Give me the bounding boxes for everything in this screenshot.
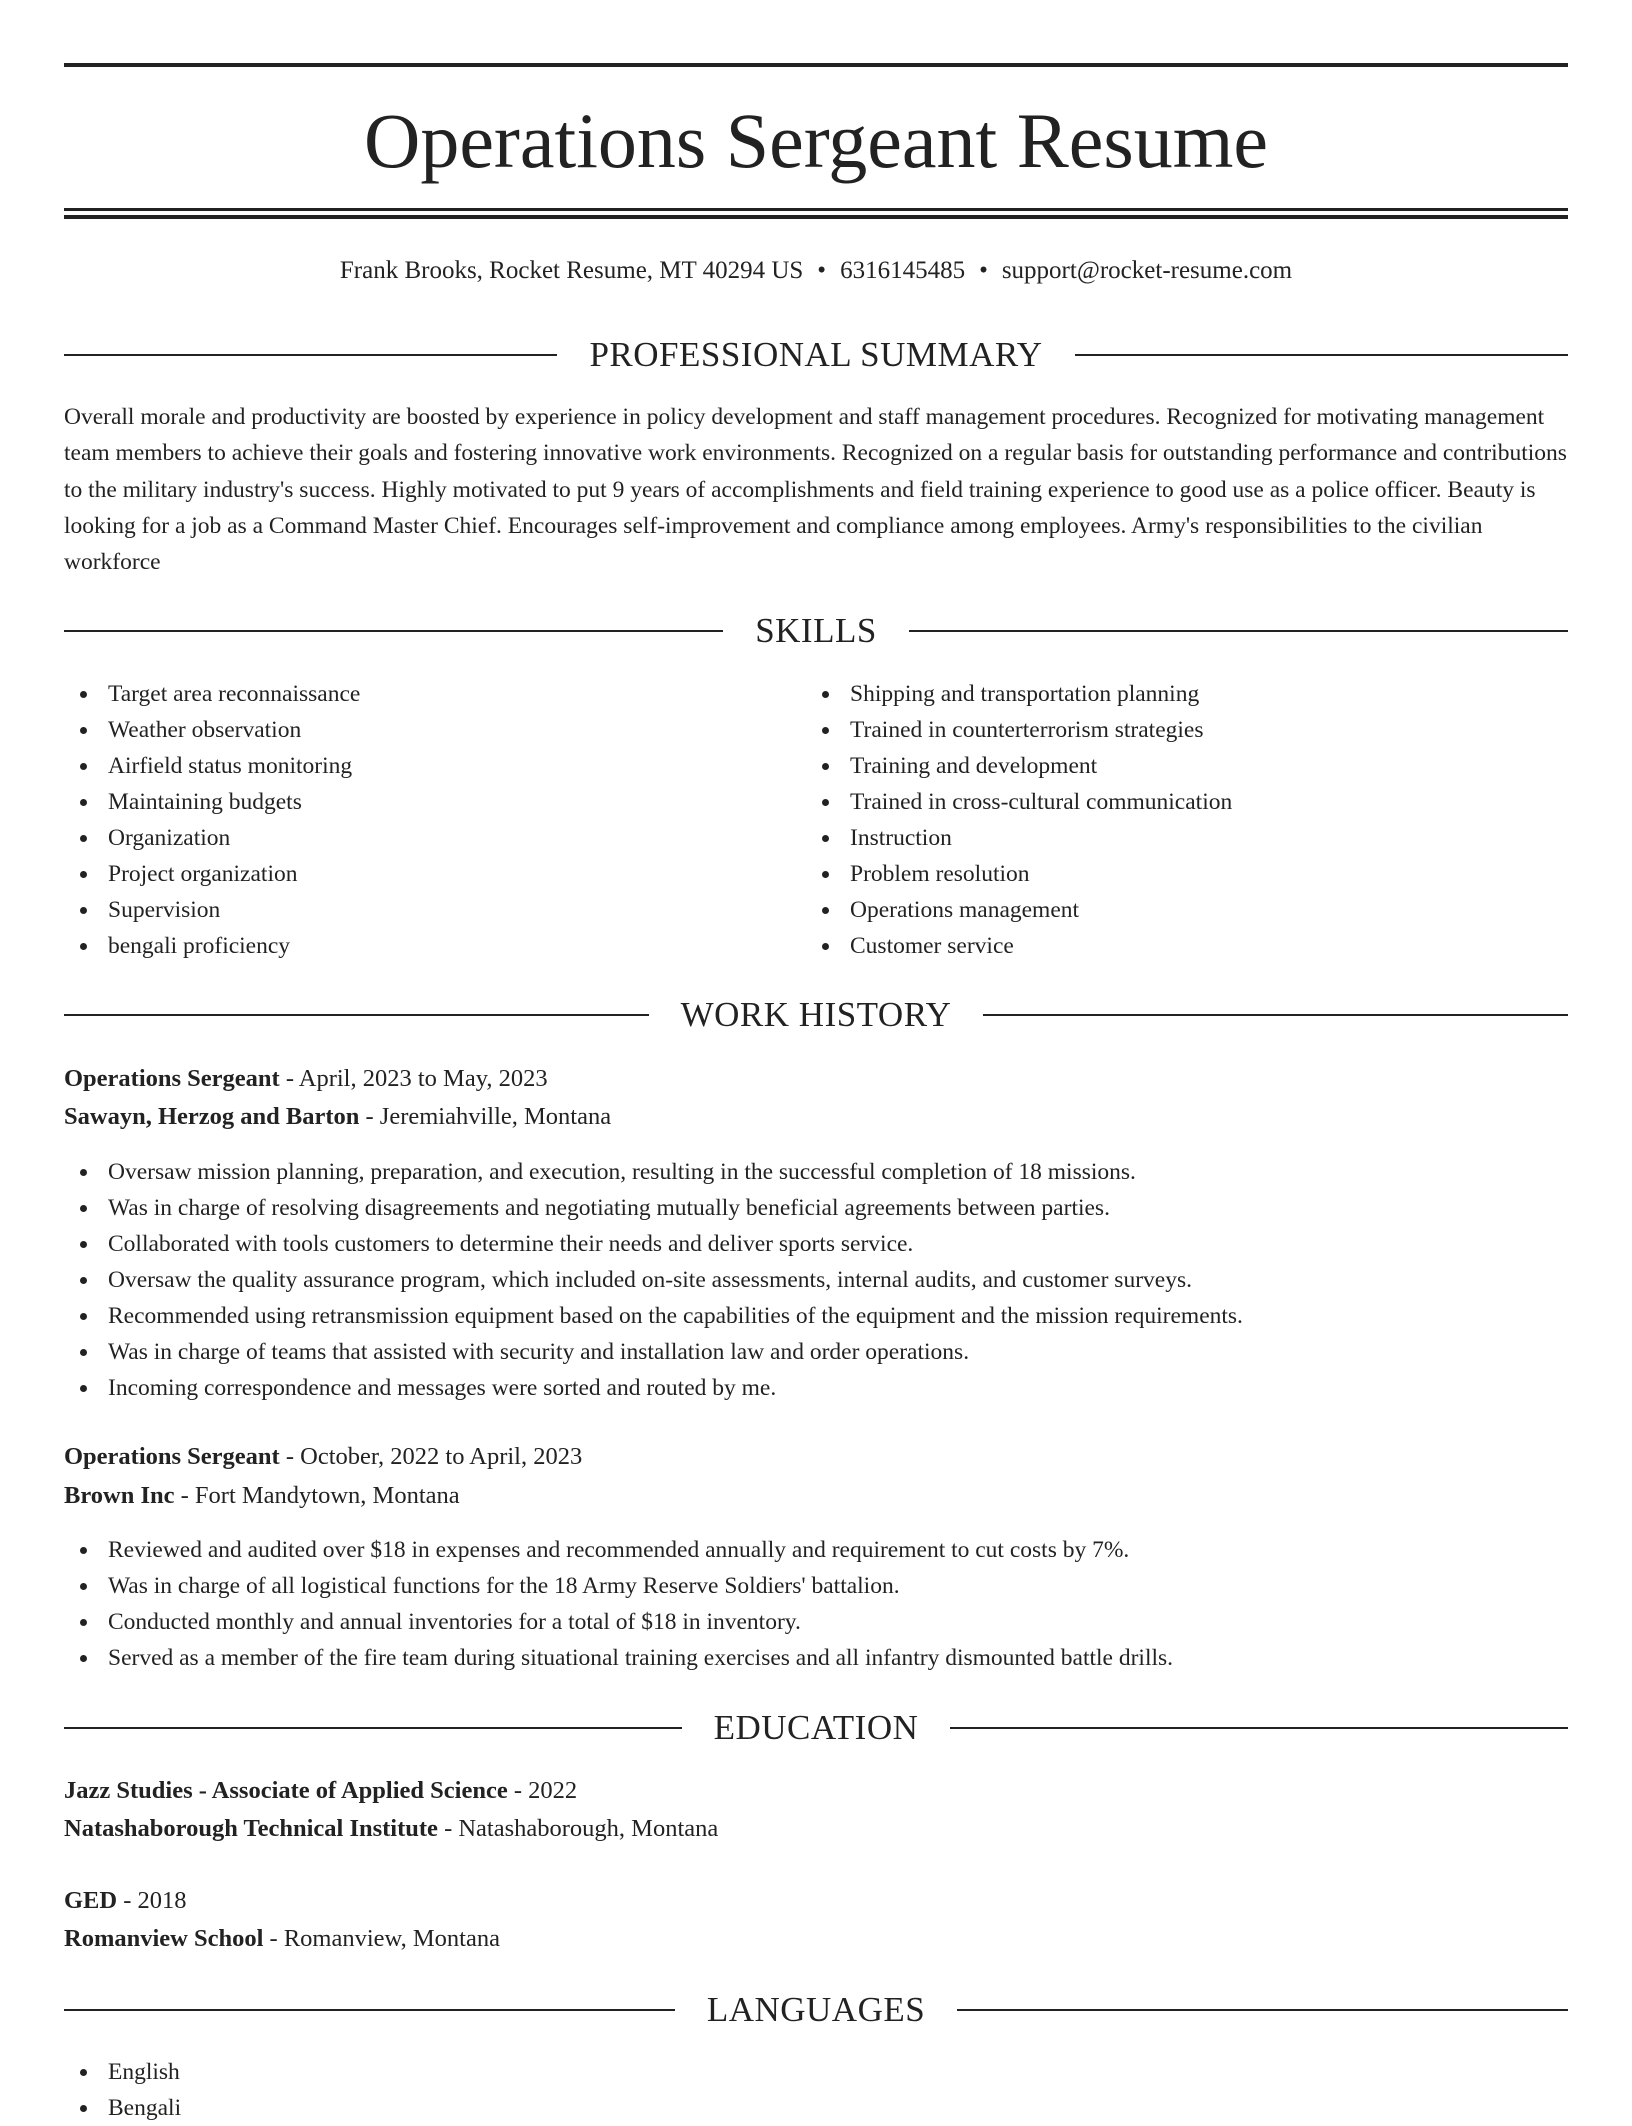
summary-heading-label: PROFESSIONAL SUMMARY <box>589 335 1043 374</box>
education-school: Natashaborough Technical Institute <box>64 1815 438 1842</box>
language-item: English <box>64 2054 181 2090</box>
job-company-line <box>64 1477 460 1515</box>
skill-item: Supervision <box>64 892 360 928</box>
job-bullet: Served as a member of the fire team during situational training exercises and all infantry dismounted battle drills. <box>64 1640 1173 1676</box>
heading-rule <box>909 630 1568 632</box>
skill-item: Target area reconnaissance <box>64 676 360 712</box>
job-dates: - April, 2023 to May, 2023 <box>279 1065 548 1092</box>
heading-rule <box>957 2009 1568 2011</box>
education-school: Romanview School <box>64 1925 264 1952</box>
job-bullet: Incoming correspondence and messages were sorted and routed by me. <box>64 1370 1243 1406</box>
education-heading <box>64 1706 1568 1750</box>
skills-list-right <box>806 676 1232 964</box>
job-bullet: Collaborated with tools customers to determine their needs and deliver sports service. <box>64 1226 1243 1262</box>
job-company: Brown Inc <box>64 1482 175 1509</box>
heading-rule <box>64 2009 675 2011</box>
job-bullet: Oversaw mission planning, preparation, and execution, resulting in the successful completion of 18 missions. <box>64 1154 1243 1190</box>
skill-item: Organization <box>64 820 360 856</box>
job-location: - Jeremiahville, Montana <box>359 1103 612 1130</box>
page-title: Operations Sergeant Resume <box>363 97 1268 184</box>
skill-item: Problem resolution <box>806 856 1232 892</box>
contact-address: Frank Brooks, Rocket Resume, MT 40294 US <box>339 257 804 284</box>
skill-item: Trained in cross-cultural communication <box>806 784 1232 820</box>
skills-heading <box>64 609 1568 653</box>
skill-item: bengali proficiency <box>64 928 360 964</box>
language-item: Bengali <box>64 2090 181 2126</box>
job-bullets <box>64 1154 1243 1406</box>
skills-list-left <box>64 676 360 964</box>
education-school-line <box>64 1920 500 1958</box>
job-dates: - October, 2022 to April, 2023 <box>279 1443 583 1470</box>
summary-text: Overall morale and productivity are boosted by experience in policy development and staff management procedures. Recognized for motivating management team members to achieve their goals and fostering innovative work environments. Recognized on a regular basis for outstanding performance and contributions to the military industry's success. Highly motivated to put 9 years of accomplishments and field training experience to good use as a police officer. Beauty is looking for a job as a Command Master Chief. Encourages self-improvement and compliance among employees. Army's responsibilities to the civilian workforce <box>64 404 1567 576</box>
education-school-line <box>64 1810 718 1848</box>
education-degree-line <box>64 1772 577 1810</box>
languages-list <box>64 2054 181 2126</box>
skill-item: Trained in counterterrorism strategies <box>806 712 1232 748</box>
education-degree: Jazz Studies - Associate of Applied Science <box>64 1777 508 1804</box>
contact-separator: • <box>817 257 827 284</box>
heading-rule <box>64 630 723 632</box>
languages-heading-label: LANGUAGES <box>706 1990 926 2029</box>
education-year: - 2022 <box>507 1777 578 1804</box>
contact-phone: 6316145485 <box>840 257 966 284</box>
summary-heading <box>64 333 1568 377</box>
job-title: Operations Sergeant <box>64 1065 280 1092</box>
contact-line <box>64 254 1568 288</box>
job-company: Sawayn, Herzog and Barton <box>64 1103 360 1130</box>
education-degree: GED <box>64 1887 118 1914</box>
education-location: - Natashaborough, Montana <box>437 1815 719 1842</box>
education-location: - Romanview, Montana <box>263 1925 500 1952</box>
job-location: - Fort Mandytown, Montana <box>174 1482 460 1509</box>
work-heading <box>64 993 1568 1037</box>
contact-email: support@rocket-resume.com <box>1001 257 1293 284</box>
heading-rule <box>1075 354 1568 356</box>
job-bullet: Was in charge of teams that assisted with security and installation law and order operations. <box>64 1334 1243 1370</box>
skill-item: Operations management <box>806 892 1232 928</box>
contact-separator: • <box>979 257 988 284</box>
education-year: - 2018 <box>117 1887 187 1914</box>
skill-item: Airfield status monitoring <box>64 748 360 784</box>
languages-heading <box>64 1988 1568 2032</box>
skill-item: Instruction <box>806 820 1232 856</box>
heading-rule <box>64 354 557 356</box>
work-heading-label: WORK HISTORY <box>680 995 952 1034</box>
heading-rule <box>950 1727 1568 1729</box>
skill-item: Project organization <box>64 856 360 892</box>
heading-rule <box>64 1727 682 1729</box>
job-bullet: Recommended using retransmission equipment based on the capabilities of the equipment and the mission requirements. <box>64 1298 1243 1334</box>
job-bullet: Conducted monthly and annual inventories for a total of $18 in inventory. <box>64 1604 1173 1640</box>
skill-item: Maintaining budgets <box>64 784 360 820</box>
job-title-line <box>64 1438 582 1476</box>
top-rule <box>64 63 1568 67</box>
skills-heading-label: SKILLS <box>755 611 877 650</box>
job-bullet: Was in charge of all logistical functions for the 18 Army Reserve Soldiers' battalion. <box>64 1568 1173 1604</box>
education-heading-label: EDUCATION <box>713 1708 919 1747</box>
job-title-line <box>64 1060 548 1098</box>
education-degree-line <box>64 1882 187 1920</box>
heading-rule <box>983 1014 1568 1016</box>
job-title: Operations Sergeant <box>64 1443 280 1470</box>
job-company-line <box>64 1098 611 1136</box>
job-bullet: Was in charge of resolving disagreements and negotiating mutually beneficial agreements between parties. <box>64 1190 1243 1226</box>
skill-item: Weather observation <box>64 712 360 748</box>
job-bullet: Reviewed and audited over $18 in expenses and recommended annually and requirement to cut costs by 7%. <box>64 1532 1173 1568</box>
title-double-rule <box>64 208 1568 219</box>
job-bullet: Oversaw the quality assurance program, which included on-site assessments, internal audits, and customer surveys. <box>64 1262 1243 1298</box>
skill-item: Training and development <box>806 748 1232 784</box>
skill-item: Customer service <box>806 928 1232 964</box>
skill-item: Shipping and transportation planning <box>806 676 1232 712</box>
heading-rule <box>64 1014 649 1016</box>
job-bullets <box>64 1532 1173 1676</box>
